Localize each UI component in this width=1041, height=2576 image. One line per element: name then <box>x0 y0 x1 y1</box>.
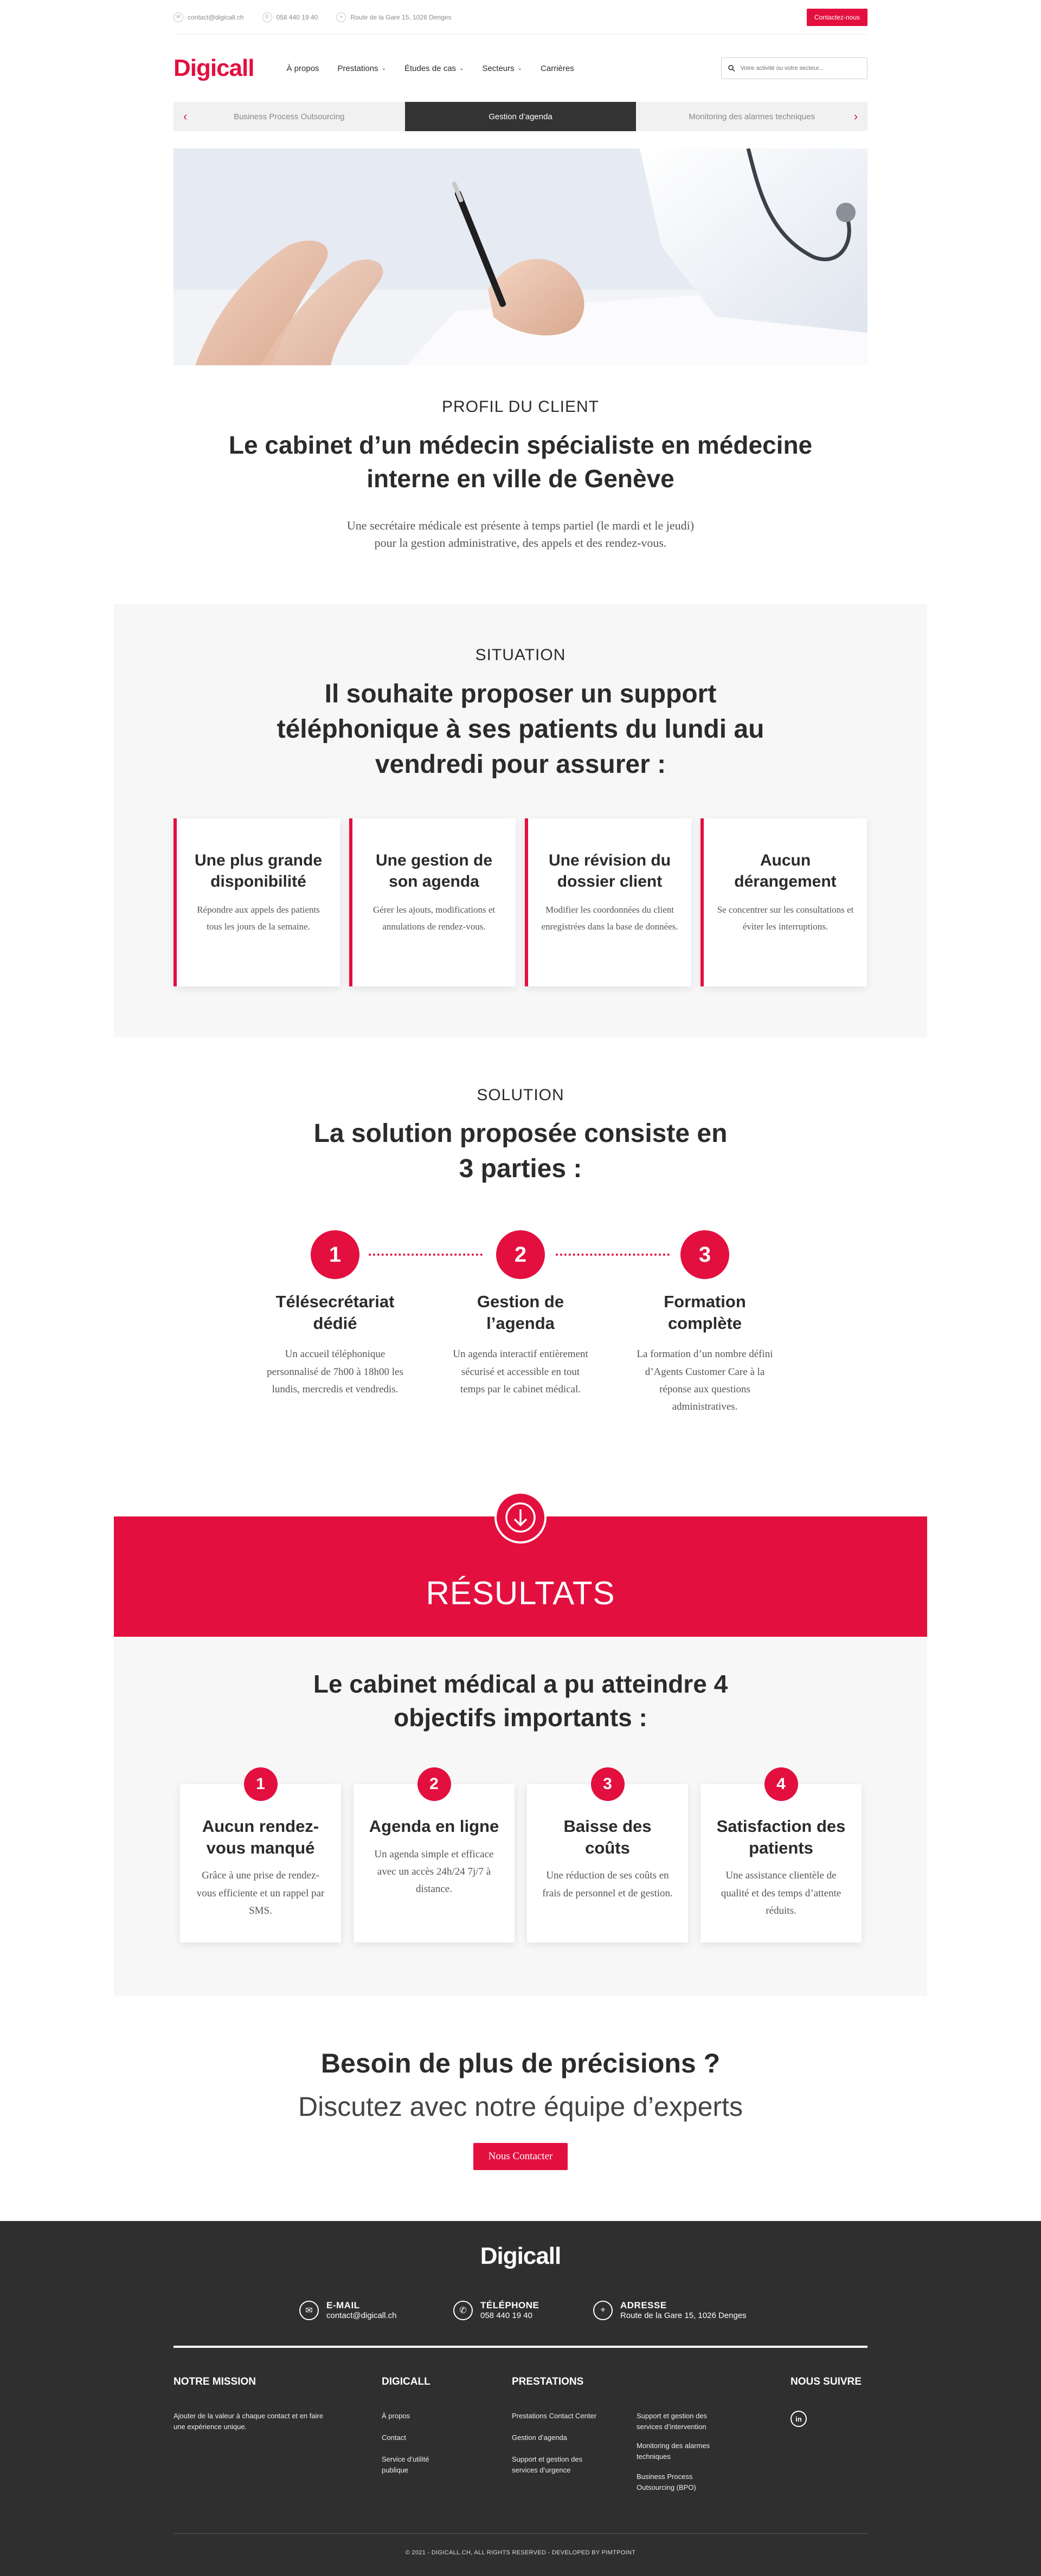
footer-digicall-title: DIGICALL <box>382 2376 430 2387</box>
location-icon: ⌖ <box>336 12 346 22</box>
results-cards <box>180 1775 863 1947</box>
situation-card: Une révision du dossier client Modifier les coordonnées du client enregistrées dans la base de données. <box>525 818 691 986</box>
results-title: Le cabinet médical a pu atteindre 4 objectifs importants : <box>313 1670 728 1732</box>
top-address: ⌖ Route de la Gare 15, 1026 Denges <box>336 12 451 22</box>
situation-card: Aucun dérangement Se concentrer sur les consultations et éviter les interruptions. <box>701 818 867 986</box>
chevron-down-icon: ⌄ <box>459 65 464 72</box>
nav-item-prestations[interactable]: Prestations ⌄ <box>337 63 386 73</box>
solution-step: Télésecrétariat dédié Un accueil téléphonique personnalisé de 7h00 à 18h00 les lundis, mercredis et vendredis. <box>267 1292 403 1395</box>
solution-step: Formation complète La formation d’un nombre défini d’Agents Customer Care à la réponse aux questions administratives. <box>637 1292 773 1413</box>
nav-item-carrieres[interactable]: Carrières <box>541 63 574 73</box>
nav-item-secteurs[interactable]: Secteurs ⌄ <box>482 63 523 73</box>
footer-email[interactable]: ✉ E-MAIL contact@digicall.ch <box>299 2300 396 2321</box>
chevron-left-icon: ‹ <box>183 109 188 123</box>
nav-item-etudes-de-cas[interactable]: Études de cas ⌄ <box>404 63 464 73</box>
result-number: 3 <box>591 1767 625 1801</box>
top-phone[interactable]: ✆ 058 440 19 40 <box>262 12 318 22</box>
footer-link[interactable]: Service d’utilité publique <box>382 2455 429 2475</box>
top-bar <box>174 0 868 35</box>
footer-link[interactable]: Business Process Outsourcing (BPO) <box>637 2472 696 2492</box>
footer-prestations-title: PRESTATIONS <box>512 2376 584 2387</box>
chevron-down-icon: ⌄ <box>381 65 386 72</box>
footer <box>0 2221 1041 2576</box>
result-card: 1 Aucun rendez-vous manqué Grâce à une prise de rendez-vous efficiente et un rappel par SMS. <box>180 1784 341 1942</box>
footer-link[interactable]: Prestations Contact Center <box>512 2412 597 2420</box>
result-number: 2 <box>417 1767 451 1801</box>
results-section <box>114 1637 927 1996</box>
search-box[interactable] <box>721 57 868 79</box>
situation-title: Il souhaite proposer un support téléphonique à ses patients du lundi au vendredi pour assurer : <box>277 680 764 779</box>
footer-bottom-divider <box>174 2533 868 2534</box>
footer-mission-title: NOTRE MISSION <box>174 2376 256 2387</box>
result-number: 1 <box>244 1767 278 1801</box>
cta-subtitle: Discutez avec notre équipe d’experts <box>298 2091 743 2122</box>
solution-title: La solution proposée consiste en 3 parties : <box>313 1119 728 1183</box>
location-icon: ⌖ <box>593 2301 613 2320</box>
footer-divider <box>174 2346 868 2348</box>
copyright: © 2021 - DIGICALL.CH, ALL RIGHTS RESERVED - DEVELOPED BY PIMTPOINT <box>405 2549 636 2556</box>
cta-title: Besoin de plus de précisions ? <box>320 2048 721 2078</box>
scroll-down-button[interactable] <box>494 1492 547 1544</box>
nav-item-a-propos[interactable]: À propos <box>286 63 319 73</box>
hero-image <box>174 149 868 365</box>
client-profile-section <box>174 398 868 552</box>
contact-us-button[interactable]: Contactez-nous <box>807 9 868 26</box>
dotted-connector <box>556 1254 670 1256</box>
doctor-writing-illustration <box>174 149 868 365</box>
search-input[interactable] <box>741 65 860 72</box>
result-card: 4 Satisfaction des patients Une assistance clientèle de qualité et des temps d’attente réduits. <box>701 1784 862 1942</box>
result-number: 4 <box>764 1767 798 1801</box>
solution-eyebrow: SOLUTION <box>477 1086 564 1104</box>
situation-card: Une plus grande disponibilité Répondre aux appels des patients tous les jours de la semaine. <box>174 818 340 986</box>
tab-current: Gestion d’agenda <box>405 102 637 131</box>
footer-link[interactable]: Support et gestion des services d’intervention <box>637 2412 708 2431</box>
footer-link[interactable]: Contact <box>382 2433 406 2442</box>
search-icon <box>728 64 735 72</box>
contact-cta-section <box>174 2045 868 2170</box>
dotted-connector <box>369 1254 483 1256</box>
main-nav <box>174 35 868 102</box>
mail-icon: ✉ <box>174 12 183 22</box>
chevron-down-icon: ⌄ <box>517 65 523 72</box>
mail-icon: ✉ <box>299 2301 319 2320</box>
footer-address: ⌖ ADRESSE Route de la Gare 15, 1026 Denges <box>593 2300 747 2321</box>
nav-menu <box>287 64 574 73</box>
profile-description: Une secrétaire médicale est présente à temps partiel (le mardi et le jeudi) pour la gestion administrative, des appels et des rendez-vous. <box>346 519 695 550</box>
situation-eyebrow: SITUATION <box>475 646 566 664</box>
solution-section <box>174 1086 868 1438</box>
step-number: 1 <box>311 1230 359 1279</box>
profile-title: Le cabinet d’un médecin spécialiste en médecine interne en ville de Genève <box>228 431 813 493</box>
footer-follow-title: NOUS SUIVRE <box>791 2376 862 2387</box>
top-contact-info <box>174 12 451 22</box>
chevron-right-icon: › <box>853 109 858 123</box>
footer-logo[interactable]: Digicall <box>480 2243 561 2269</box>
solution-step: Gestion de l’agenda Un agenda interactif entièrement sécurisé et accessible en tout temps par le cabinet médical. <box>453 1292 588 1395</box>
result-card: 3 Baisse des coûts Une réduction de ses coûts en frais de personnel et de gestion. <box>527 1784 688 1942</box>
footer-link[interactable]: Gestion d’agenda <box>512 2433 567 2442</box>
step-number: 3 <box>680 1230 729 1279</box>
tab-next[interactable]: Monitoring des alarmes techniques › <box>636 102 868 131</box>
contact-button[interactable]: Nous Contacter <box>473 2143 568 2170</box>
case-study-tabs <box>174 102 868 131</box>
situation-cards <box>174 818 868 992</box>
situation-section <box>114 604 927 1037</box>
footer-link[interactable]: À propos <box>382 2412 410 2420</box>
logo[interactable]: Digicall <box>174 55 254 81</box>
result-card: 2 Agenda en ligne Un agenda simple et efficace avec un accès 24h/24 7j/7 à distance. <box>354 1784 515 1942</box>
top-email[interactable]: ✉ contact@digicall.ch <box>174 12 244 22</box>
step-number: 2 <box>496 1230 545 1279</box>
situation-card: Une gestion de son agenda Gérer les ajouts, modifications et annulations de rendez-vous. <box>349 818 516 986</box>
phone-icon: ✆ <box>453 2301 473 2320</box>
footer-link[interactable]: Monitoring des alarmes techniques <box>637 2442 710 2461</box>
arrow-down-circle-icon <box>504 1501 537 1534</box>
footer-link[interactable]: Support et gestion des services d’urgence <box>512 2455 583 2475</box>
linkedin-icon[interactable]: in <box>791 2411 807 2427</box>
results-banner-title: RÉSULTATS <box>426 1574 615 1611</box>
footer-phone[interactable]: ✆ TÉLÉPHONE 058 440 19 40 <box>453 2300 539 2321</box>
phone-icon: ✆ <box>262 12 272 22</box>
footer-mission-text: Ajouter de la valeur à chaque contact et en faire une expérience unique. <box>174 2412 324 2431</box>
tab-previous[interactable]: ‹ Business Process Outsourcing <box>174 102 405 131</box>
profile-eyebrow: PROFIL DU CLIENT <box>442 398 599 416</box>
